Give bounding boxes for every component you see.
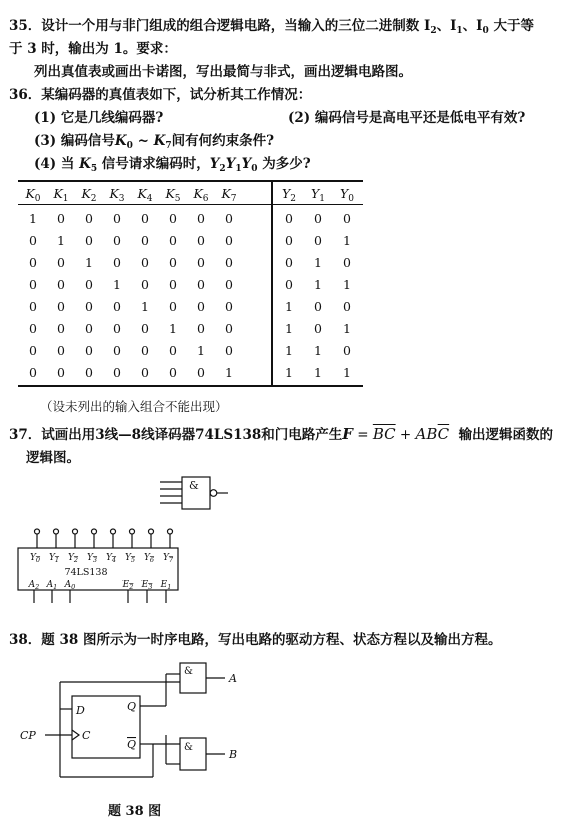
table-cell: 0 — [85, 233, 93, 248]
table-cell: 1 — [343, 233, 351, 248]
table-cell: 0 — [197, 299, 205, 314]
table-header-cell — [334, 186, 360, 204]
q36-item3-k7-sub: 7 — [165, 141, 172, 151]
q35-sub-i2: 2 — [430, 26, 437, 36]
label-d: D — [76, 704, 85, 717]
header-var: K — [137, 186, 147, 201]
q36-item4-k5: K — [79, 156, 91, 172]
table-cell: 0 — [141, 365, 149, 380]
q35-line2: 于 3 时，输出为 1。要求： — [9, 41, 177, 57]
label-a: A — [229, 672, 237, 685]
table-cell: 1 — [285, 321, 293, 336]
truth-table — [18, 180, 363, 387]
table-header-rule — [18, 204, 363, 205]
table-header-cell — [188, 186, 214, 204]
table-cell: 1 — [285, 365, 293, 380]
table-cell: 0 — [29, 321, 37, 336]
e3-sub: 3 — [148, 583, 153, 591]
table-cell: 0 — [314, 233, 322, 248]
q35-sep-2: 、 — [462, 18, 477, 34]
header-sub: 6 — [202, 194, 209, 204]
table-cell: 0 — [225, 255, 233, 270]
table-cell: 0 — [169, 299, 177, 314]
table-cell: 1 — [113, 277, 121, 292]
q37-formula-term1: $\overline{BC}$ — [372, 425, 396, 443]
header-sub: 0 — [34, 194, 41, 204]
table-cell: 0 — [285, 277, 293, 292]
header-var: K — [221, 186, 231, 201]
q35-line1: 35．设计一个用与非门组成的组合逻辑电路，当输入的三位二进制数 $I_2$、$I_1$、$I_0$ 大于等 — [9, 18, 534, 36]
table-cell: 0 — [29, 365, 37, 380]
q37-text-a: 37．试画出用3线—8线译码器74LS138和门电路产生 — [9, 427, 343, 443]
table-cell: 1 — [314, 277, 322, 292]
q35-text-tail: 大于等 — [493, 18, 534, 34]
table-cell: 0 — [57, 321, 65, 336]
q37-nand-gate — [160, 474, 230, 514]
q37-formula-term2b: $\overline{C}$ — [437, 425, 450, 443]
y0-label: Y — [29, 553, 36, 563]
e1-sub: 1 — [167, 583, 172, 591]
table-bottom-rule — [18, 385, 363, 387]
e1-label: E — [160, 580, 168, 590]
table-cell: 0 — [141, 277, 149, 292]
table-cell: 0 — [57, 299, 65, 314]
a2-label: A — [28, 580, 36, 590]
y0-sub: 0 — [35, 556, 41, 564]
q37-formula-f: F — [342, 425, 353, 443]
header-var: K — [25, 186, 35, 201]
label-cp: CP — [20, 729, 36, 742]
q38-sequential-circuit — [20, 654, 250, 789]
y6-sub: 6 — [149, 556, 155, 564]
header-var: K — [81, 186, 91, 201]
table-cell: 1 — [343, 277, 351, 292]
label-qbar: Q — [127, 738, 137, 751]
table-cell: 0 — [285, 255, 293, 270]
table-cell: 0 — [225, 211, 233, 226]
table-cell: 0 — [314, 321, 322, 336]
q37-formula-eq: = — [352, 427, 373, 443]
q35-sep-1: 、 — [436, 18, 451, 34]
table-cell: 0 — [314, 211, 322, 226]
e3-label: E — [141, 580, 149, 590]
y5-label: Y — [124, 553, 131, 563]
table-header-cell — [104, 186, 130, 204]
q35-line3: 列出真值表或画出卡诺图，写出最简与非式，画出逻辑电路图。 — [34, 64, 412, 80]
a1-label: A — [46, 580, 54, 590]
table-header-cell — [76, 186, 102, 204]
table-cell: 0 — [169, 255, 177, 270]
table-cell: 0 — [29, 255, 37, 270]
q36-note: （设未列出的输入组合不能出现） — [40, 399, 228, 414]
table-cell: 0 — [29, 343, 37, 358]
table-cell: 0 — [285, 211, 293, 226]
e2-sub: 2 — [129, 583, 134, 591]
table-cell: 1 — [85, 255, 93, 270]
label-b: B — [229, 748, 238, 761]
e2-label: E — [122, 580, 130, 590]
table-cell: 0 — [113, 255, 121, 270]
q36-item4-y2: Y — [209, 156, 220, 172]
header-sub: 2 — [290, 194, 296, 204]
table-cell: 0 — [29, 233, 37, 248]
table-cell: 0 — [225, 233, 233, 248]
label-q: Q — [127, 700, 137, 713]
table-cell: 0 — [29, 299, 37, 314]
q36-item2: (2) 编码信号是高电平还是低电平有效? — [288, 110, 526, 126]
q36-item4-y1: Y — [225, 156, 236, 172]
table-cell: 0 — [113, 321, 121, 336]
y1-sub: 1 — [54, 556, 60, 564]
q36-item4-k5-sub: 5 — [90, 164, 98, 174]
table-header-cell — [48, 186, 74, 204]
table-cell: 0 — [169, 233, 177, 248]
header-sub: 2 — [90, 194, 97, 204]
header-var: Y — [282, 186, 291, 201]
table-cell: 0 — [141, 321, 149, 336]
q36-item3-k0: K — [114, 133, 127, 149]
header-var: K — [193, 186, 203, 201]
q37-line2: 逻辑图。 — [26, 450, 80, 466]
header-var: Y — [311, 186, 320, 201]
table-header-cell — [276, 186, 302, 204]
table-cell: 0 — [85, 277, 93, 292]
chip-name: 74LS138 — [64, 567, 108, 578]
table-cell: 0 — [57, 211, 65, 226]
table-cell: 1 — [169, 321, 177, 336]
y1-label: Y — [48, 553, 55, 563]
header-var: K — [109, 186, 119, 201]
y2-label: Y — [67, 553, 74, 563]
table-cell: 1 — [285, 299, 293, 314]
q36-item3-pre: (3) 编码信号 — [34, 133, 115, 149]
q36-item4-y1-sub: 1 — [235, 164, 242, 174]
q36-item3 — [34, 129, 274, 151]
table-cell: 0 — [225, 277, 233, 292]
header-sub: 0 — [348, 194, 354, 204]
table-cell: 1 — [197, 343, 205, 358]
table-cell: 1 — [29, 211, 37, 226]
table-cell: 0 — [197, 365, 205, 380]
table-cell: 0 — [197, 233, 205, 248]
header-var: K — [165, 186, 175, 201]
table-cell: 0 — [141, 255, 149, 270]
decoder-74ls138 — [16, 528, 181, 604]
label-c: C — [82, 729, 91, 742]
table-cell: 0 — [169, 211, 177, 226]
table-cell: 0 — [57, 277, 65, 292]
table-cell: 0 — [85, 343, 93, 358]
header-sub: 4 — [146, 194, 153, 204]
gate-b-symbol: & — [184, 742, 193, 753]
table-cell: 1 — [343, 365, 351, 380]
q37-gate-symbol: & — [189, 479, 199, 492]
table-cell: 0 — [113, 365, 121, 380]
table-cell: 0 — [197, 255, 205, 270]
header-sub: 1 — [319, 194, 325, 204]
table-cell: 0 — [169, 343, 177, 358]
table-cell: 0 — [169, 365, 177, 380]
a0-label: A — [64, 580, 72, 590]
table-top-rule — [18, 180, 363, 182]
table-cell: 0 — [85, 321, 93, 336]
y4-label: Y — [105, 553, 112, 563]
table-cell: 0 — [141, 343, 149, 358]
table-cell: 0 — [85, 365, 93, 380]
table-cell: 0 — [343, 211, 351, 226]
table-cell: 0 — [169, 277, 177, 292]
q36-item4-mid: 信号请求编码时， — [97, 156, 210, 172]
y3-label: Y — [86, 553, 93, 563]
table-cell: 0 — [57, 365, 65, 380]
table-cell: 0 — [113, 343, 121, 358]
table-cell: 0 — [343, 343, 351, 358]
q37-formula-term2a: AB — [415, 425, 438, 443]
q36-item4-pre: (4) 当 — [34, 156, 80, 172]
q37-formula-plus: + — [395, 427, 416, 443]
a1-sub: 1 — [53, 583, 58, 591]
table-cell: 1 — [314, 343, 322, 358]
q36-intro: 36．某编码器的真值表如下，试分析其工作情况： — [9, 87, 312, 103]
table-cell: 0 — [29, 277, 37, 292]
table-cell: 1 — [57, 233, 65, 248]
y7-sub: 7 — [168, 556, 174, 564]
table-cell: 0 — [314, 299, 322, 314]
q36-item4-y0: Y — [241, 156, 252, 172]
table-cell: 0 — [225, 321, 233, 336]
table-header-cell — [132, 186, 158, 204]
table-cell: 0 — [343, 299, 351, 314]
table-header-cell — [216, 186, 242, 204]
q35-text-a: 35．设计一个用与非门组成的组合逻辑电路，当输入的三位二进制数 I — [9, 18, 431, 34]
q36-item3-post: 间有何约束条件? — [171, 133, 275, 149]
header-sub: 7 — [230, 194, 237, 204]
table-cell: 0 — [197, 211, 205, 226]
q36-item4-y0-sub: 0 — [251, 164, 258, 174]
table-cell: 0 — [225, 343, 233, 358]
y4-sub: 4 — [111, 556, 117, 564]
table-cell: 1 — [343, 321, 351, 336]
q37-line1 — [9, 423, 553, 443]
header-sub: 1 — [62, 194, 69, 204]
table-header-cell — [160, 186, 186, 204]
table-cell: 1 — [225, 365, 233, 380]
q36-item4-y2-sub: 2 — [219, 164, 226, 174]
q36-item1: (1) 它是几线编码器? — [34, 110, 164, 126]
figure-caption: 题 38 图 — [108, 804, 162, 819]
table-cell: 0 — [197, 277, 205, 292]
y6-label: Y — [143, 553, 150, 563]
y5-sub: 5 — [130, 556, 136, 564]
table-cell: 1 — [285, 343, 293, 358]
table-cell: 0 — [113, 211, 121, 226]
q36-item4-post: 为多少? — [257, 156, 311, 172]
table-cell: 0 — [85, 299, 93, 314]
table-cell: 0 — [113, 299, 121, 314]
table-header-cell — [20, 186, 46, 204]
table-cell: 0 — [285, 233, 293, 248]
table-cell: 0 — [343, 255, 351, 270]
table-cell: 0 — [225, 299, 233, 314]
a2-sub: 2 — [35, 583, 40, 591]
table-cell: 0 — [113, 233, 121, 248]
table-cell: 1 — [314, 255, 322, 270]
table-cell: 1 — [141, 299, 149, 314]
header-sub: 5 — [174, 194, 181, 204]
q38-line1: 38．题 38 图所示为一时序电路，写出电路的驱动方程、状态方程以及输出方程。 — [9, 632, 502, 648]
table-cell: 0 — [141, 233, 149, 248]
table-header-cell — [305, 186, 331, 204]
y3-sub: 3 — [92, 556, 98, 564]
table-cell: 0 — [85, 211, 93, 226]
q36-item3-k7: K — [153, 133, 166, 149]
q37-text-tail: 输出逻辑函数的 — [458, 427, 554, 443]
q35-sub-i1: 1 — [456, 26, 463, 36]
table-cell: 1 — [314, 365, 322, 380]
table-cell: 0 — [57, 343, 65, 358]
q36-item3-k0-sub: 0 — [126, 141, 133, 151]
header-sub: 3 — [118, 194, 125, 204]
y2-sub: 2 — [73, 556, 79, 564]
y7-label: Y — [162, 553, 169, 563]
gate-a-symbol: & — [184, 666, 193, 677]
q35-sub-i0: 0 — [482, 26, 489, 36]
q36-item4 — [34, 152, 311, 174]
table-cell: 0 — [57, 255, 65, 270]
table-cell: 0 — [141, 211, 149, 226]
q36-item3-tilde: ~ — [132, 133, 154, 149]
table-divider — [271, 180, 273, 387]
table-cell: 0 — [197, 321, 205, 336]
a0-sub: 0 — [71, 583, 76, 591]
header-var: Y — [340, 186, 349, 201]
header-var: K — [53, 186, 63, 201]
